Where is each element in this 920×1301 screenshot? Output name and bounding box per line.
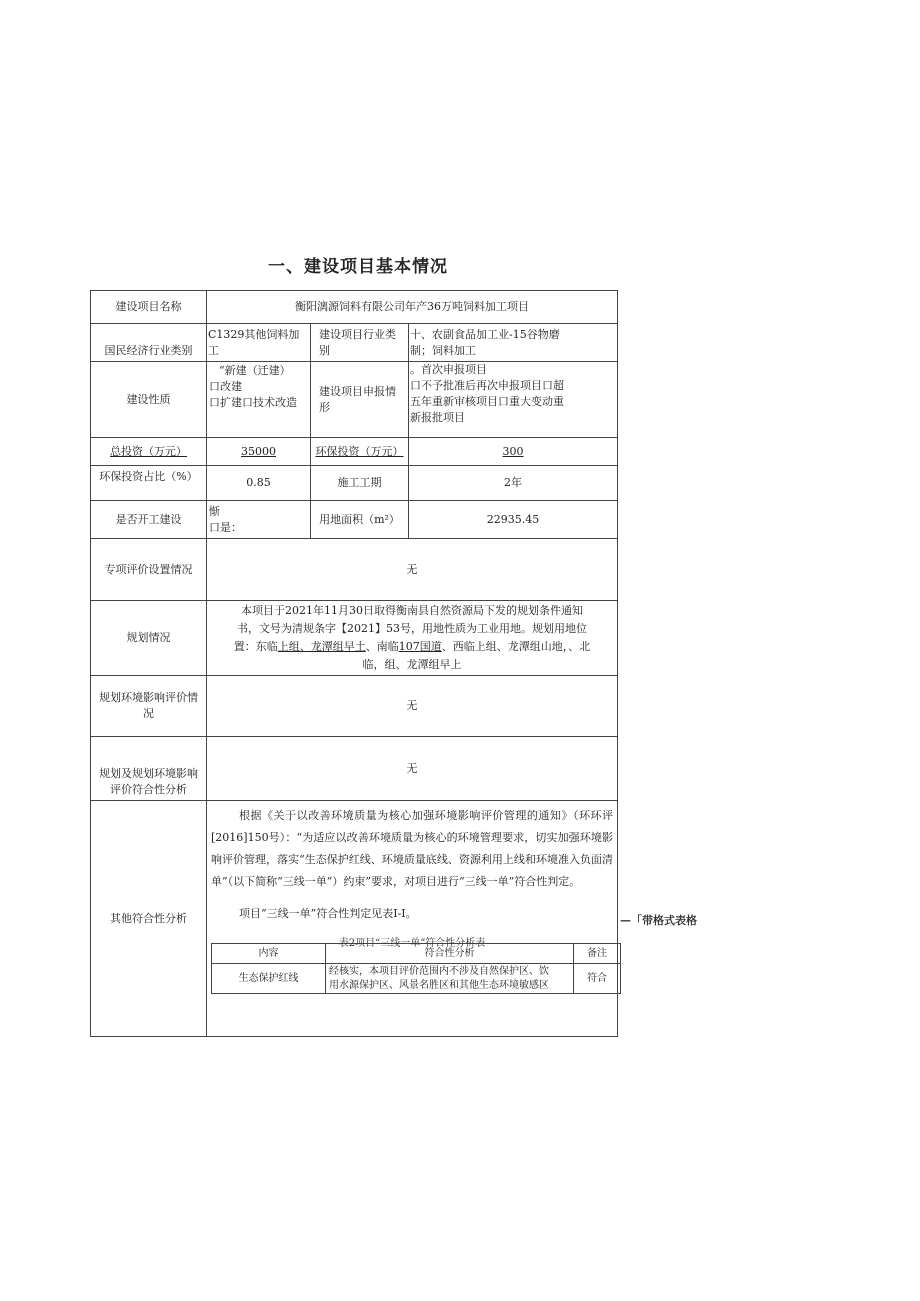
row-env-ratio (91, 466, 618, 501)
row-special-eval (91, 539, 618, 601)
row-other-conform (91, 801, 618, 1037)
row-investment (91, 438, 618, 466)
value-total-investment: 35000 (207, 438, 311, 466)
paragraph-policy: 根据《关于以改善环境质量为核心加强环境影响评价管理的通知》（环环评[2016]150号）：“为适应以改善环境质量为核心的环境管理要求，切实加强环境影响评价管理，落实“生态保护红线、环境质量底线、资源利用上线和环境准入负面清单”（以下简称“三线一单”）约束”要求，对项目进行“三线一单”符合性判定。 (211, 809, 614, 888)
value-nature (207, 362, 311, 438)
option-expand: 口扩建口技术改造 (209, 396, 297, 409)
row-planning-conform (91, 737, 618, 801)
format-comment-note[interactable]: —「带格式表格 (620, 914, 697, 927)
label-project-industry: 建设项目行业类 别 (311, 324, 409, 362)
label-planning: 规划情况 (91, 601, 207, 676)
option-yes: 口是： (209, 520, 242, 534)
cell-analysis: 经核实，本项目评价范围内不涉及自然保护区、饮 用水源保护区、风景名胜区和其他生态环境敏感区 (326, 964, 574, 994)
header-note: 备注 (574, 944, 621, 964)
row-planning-env (91, 676, 618, 737)
value-env-ratio: 0.85 (207, 466, 311, 501)
value-planning-env: 无 (207, 676, 618, 737)
cell-note: 符合 (574, 964, 621, 994)
label-special-eval: 专项评价设置情况 (91, 539, 207, 601)
row-planning (91, 601, 618, 676)
option-new-build: “新建（迁建） (219, 364, 291, 377)
value-started (207, 501, 311, 539)
value-project-name: 衡阳漓源饲料有限公司年产36万吨饲料加工项目 (207, 291, 618, 324)
label-other-conform: 其他符合性分析 (91, 801, 207, 1037)
option-rebuild: 口改建 (209, 380, 242, 393)
option-no: 惭 (209, 504, 220, 518)
industry-code: C1329其他饲料加 (208, 327, 300, 341)
value-land-area: 22935.45 (409, 501, 618, 539)
value-special-eval: 无 (207, 539, 618, 601)
value-planning-conform: 无 (207, 737, 618, 801)
value-env-investment: 300 (409, 438, 618, 466)
label-construction-period: 施工工期 (311, 466, 409, 501)
label-project-name: 建设项目名称 (91, 291, 207, 324)
value-planning: 本项目于2021年11月30日取得衡南县自然资源局下发的规划条件通知 书，文号为清规条字【2021】53号，用地性质为工业用地。规划用地位 置：东临上组、龙潭组早土、南临107国道、西临上组、龙潭组山地，、北 临，组、龙潭组早上 (207, 601, 618, 676)
value-construction-period: 2年 (409, 466, 618, 501)
project-info-table (90, 290, 618, 1037)
row-project-name (91, 291, 618, 324)
paragraph-reference: 项目“三线一单”符合性判定见表I-I。 (239, 907, 417, 920)
value-industry (207, 324, 311, 362)
label-started: 是否开工建设 (91, 501, 207, 539)
cell-content: 生态保护红线 (212, 964, 326, 994)
label-total-investment: 总投资（万元） (91, 438, 207, 466)
page-title: 一、建设项目基本情况 (268, 257, 448, 277)
label-env-ratio: 环保投资占比（%） (91, 466, 207, 501)
three-lines-table (211, 943, 621, 994)
row-industry (91, 324, 618, 362)
label-env-investment: 环保投资（万元） (311, 438, 409, 466)
label-industry: 国民经济行业类别 (91, 324, 207, 362)
table-row (212, 964, 621, 994)
label-application: 建设项目申报情 形 (311, 362, 409, 438)
table-caption: 表2项目“三线一单”符合性分析表 (338, 938, 486, 949)
header-content: 内容 (212, 944, 326, 964)
industry-code-cont: 工 (208, 343, 219, 357)
value-other-conform (207, 801, 618, 1037)
row-started (91, 501, 618, 539)
label-planning-conform: 规划及规划环境影响 评价符合性分析 (91, 737, 207, 801)
value-project-industry: 十、农副食品加工业-15谷物磨 制；饲料加工 (409, 324, 618, 362)
value-application: 。首次申报项目 口不予批准后再次申报项目口超 五年重新审核项目口重大变动重 新报批项目 (409, 362, 618, 438)
label-land-area: 用地面积（m²） (311, 501, 409, 539)
label-planning-env: 规划环境影响评价情 况 (91, 676, 207, 737)
label-nature: 建设性质 (91, 362, 207, 438)
row-nature (91, 362, 618, 438)
header-analysis: 符合性分析 (326, 944, 574, 964)
